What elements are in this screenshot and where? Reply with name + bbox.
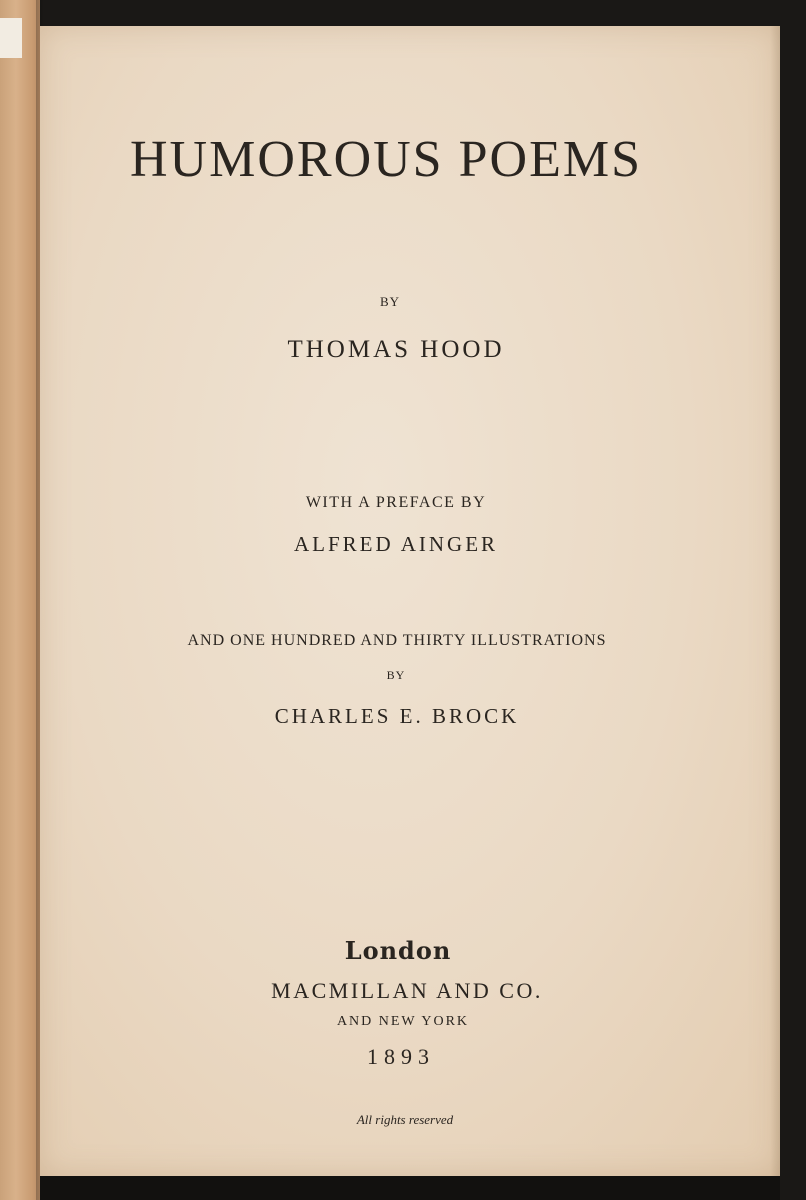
publication-year: 1893	[367, 1044, 435, 1069]
book-title: HUMOROUS POEMS	[130, 131, 642, 188]
rights-notice: All rights reserved	[356, 1112, 454, 1127]
title-page	[40, 26, 780, 1176]
preface-line: WITH A PREFACE BY	[305, 494, 487, 511]
illustrator-name: CHARLES E. BROCK	[274, 704, 520, 728]
preface-author: ALFRED AINGER	[293, 532, 499, 556]
endpaper-strip	[0, 0, 40, 1200]
publication-city: London	[344, 936, 452, 965]
publisher-second-city: AND NEW YORK	[336, 1014, 470, 1029]
illustrator-by-label: BY	[386, 668, 406, 682]
page-bottom-shadow	[40, 1176, 780, 1200]
by-label: BY	[379, 294, 401, 309]
author-name: THOMAS HOOD	[287, 336, 505, 363]
illustrations-line: AND ONE HUNDRED AND THIRTY ILLUSTRATIONS	[187, 632, 607, 649]
publisher-name: MACMILLAN AND CO.	[271, 978, 543, 1003]
endpaper-tab	[0, 18, 22, 58]
